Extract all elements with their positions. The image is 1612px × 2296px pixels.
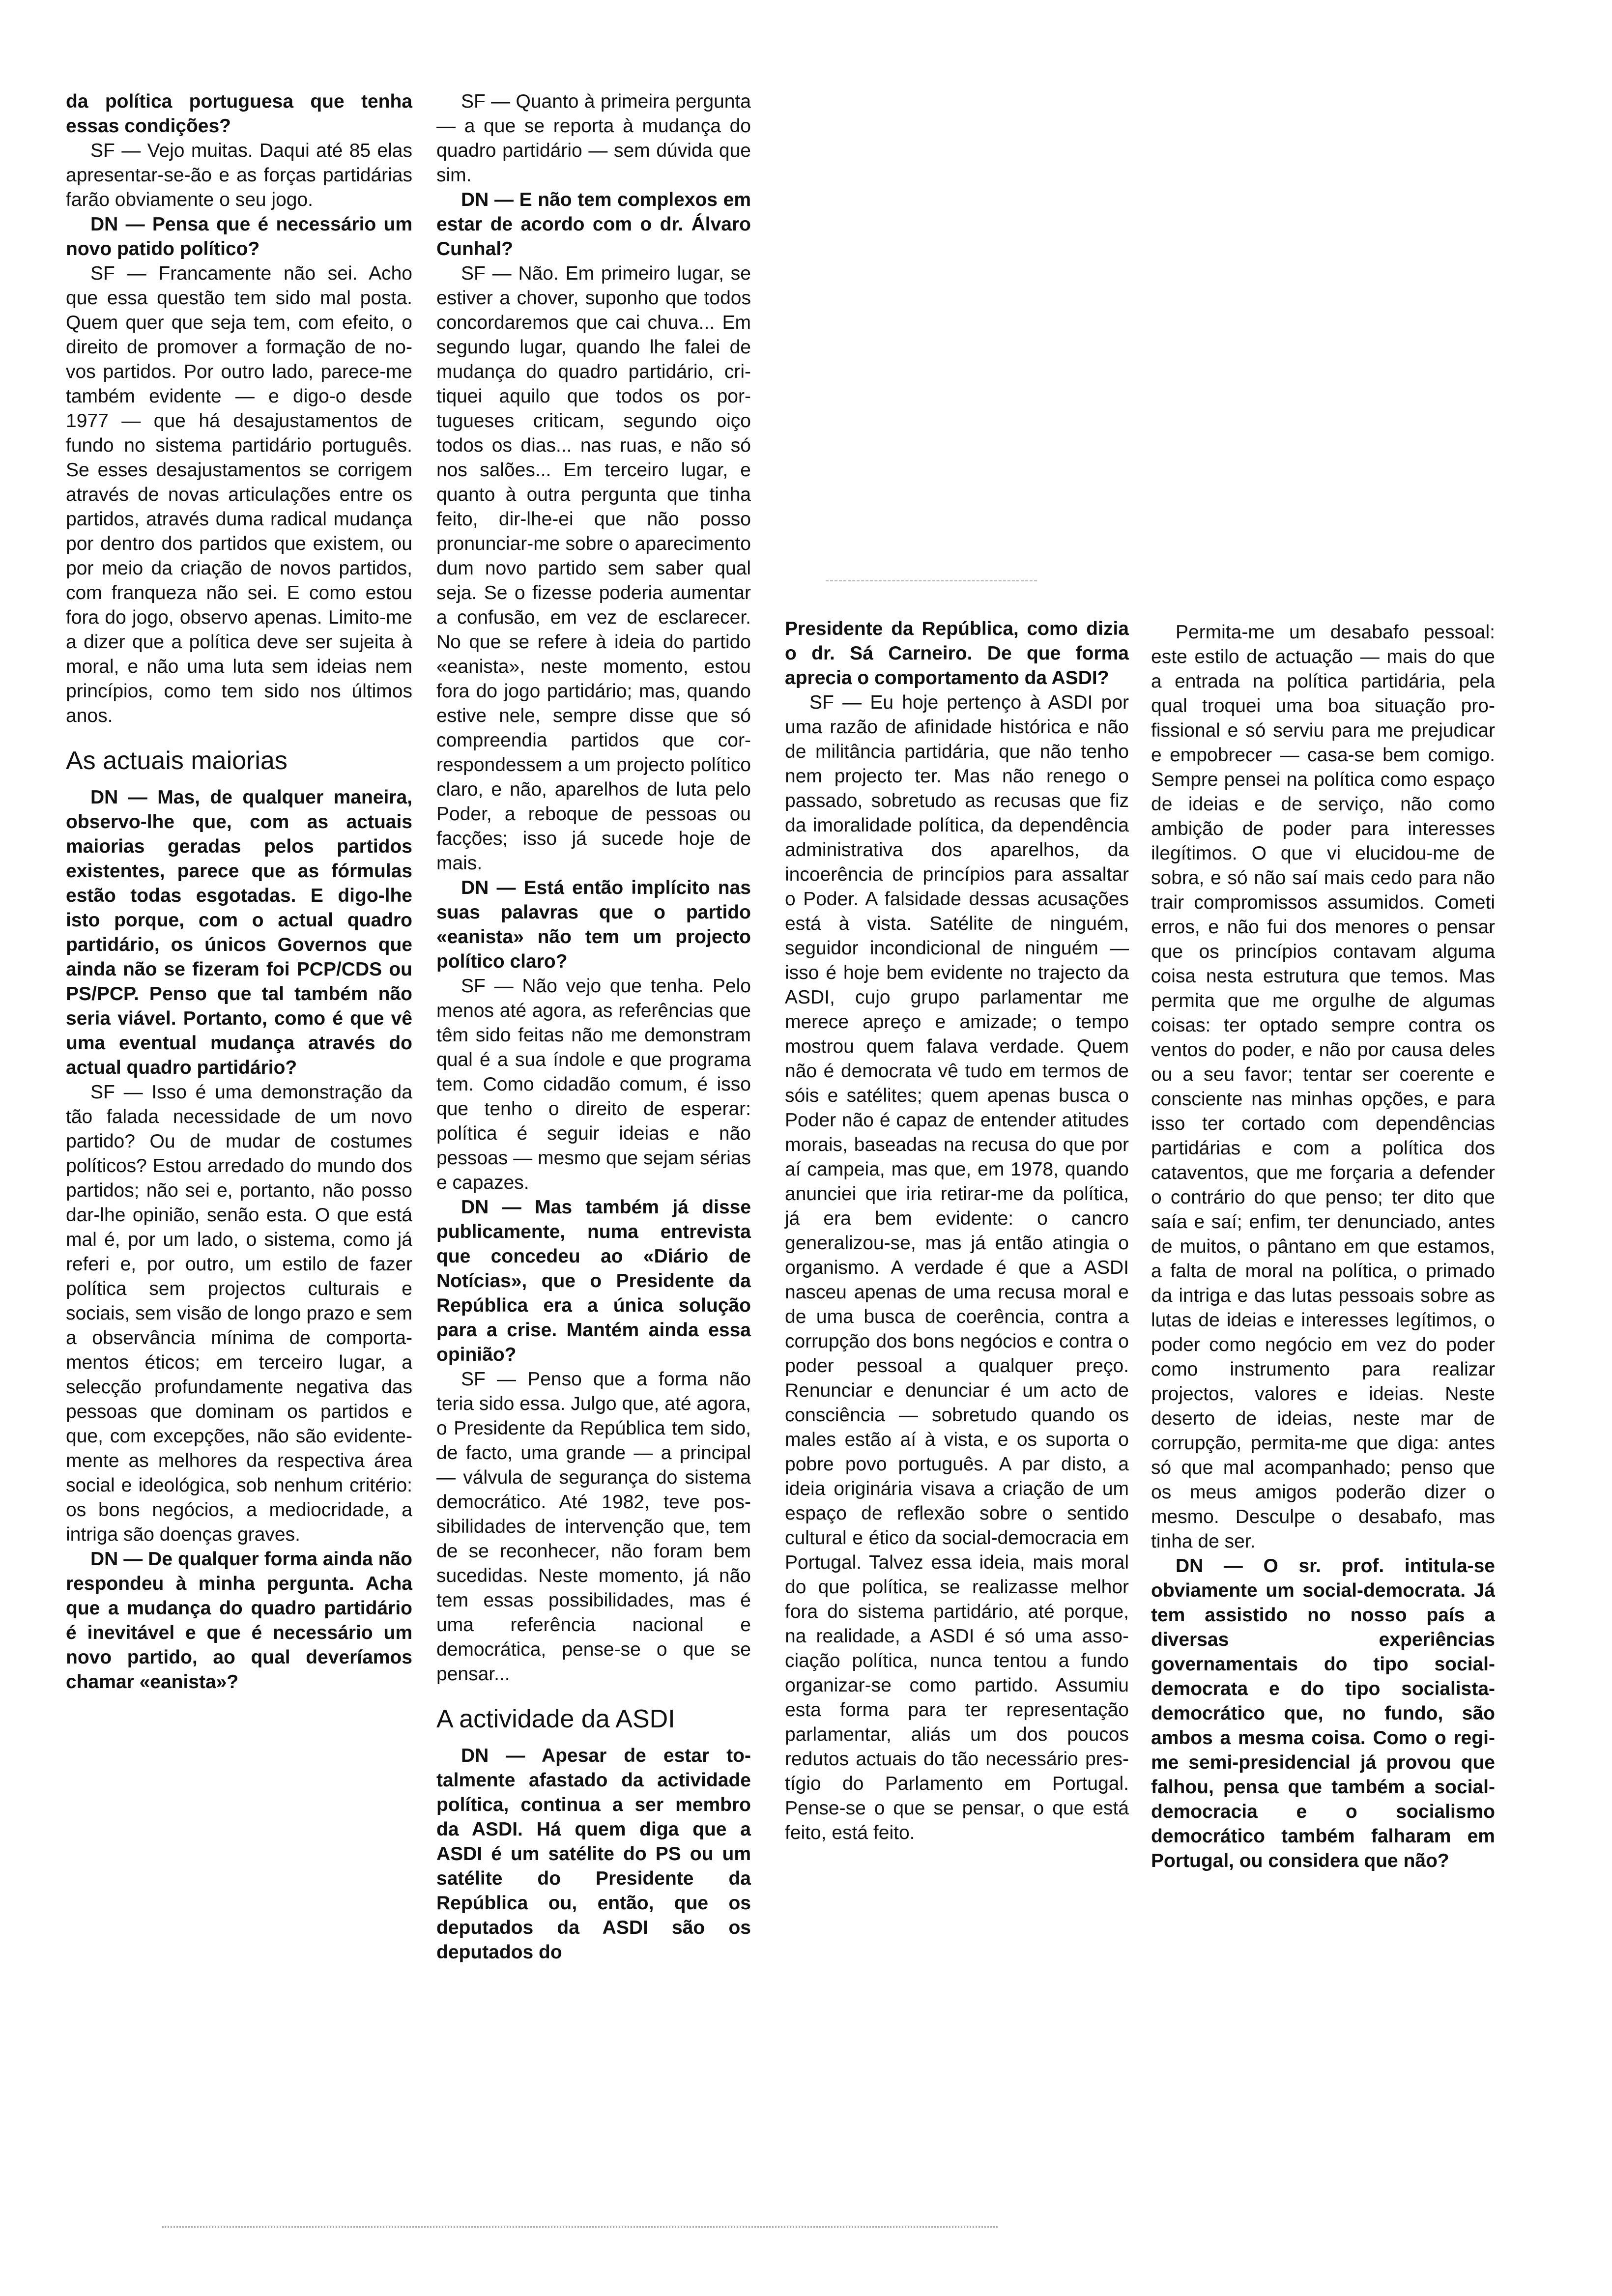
- article-column-1: [66, 89, 412, 1694]
- paragraph-text: Não vejo que tenha. Pelo menos até agora, as referências que têm sido feitas não me demonstram qual é a sua índole e que programa tem. Como cidadão comum, é isso que tenho o direito de esperar: política é seguir ideias e não pessoas — mesmo que sejam sérias e capazes.: [436, 976, 751, 1193]
- paragraph-text: Está então implícito nas suas palavras que o partido «eanista» não tem um projecto político claro?: [436, 877, 751, 972]
- interviewee-answer: [1151, 620, 1495, 1554]
- interviewer-question: [66, 89, 412, 139]
- speaker-label: SF —: [90, 1082, 152, 1103]
- interviewer-question: [66, 212, 412, 261]
- speaker-label: DN —: [90, 787, 158, 808]
- interviewer-question: [66, 785, 412, 1080]
- article-column-2: [436, 89, 751, 1965]
- paragraph-text: E não tem complexos em estar de acordo com o dr. Álvaro Cunhal?: [436, 189, 751, 259]
- paragraph-text: Presidente da República, como dizia o dr. Sá Carneiro. De que forma aprecia o comportamento da ASDI?: [785, 618, 1129, 689]
- speaker-label: DN —: [1176, 1555, 1264, 1577]
- paragraph-text: Não. Em primeiro lugar, se estiver a chover, suponho que todos concordaremos que cai chuva... Em segundo lugar, quando lhe falei de mudança do quadro partidário, critiquei aquilo que todos os portugueses criticam, segundo oiço todos os dias... nas ruas, e não só nos salões... Em terceiro lugar, e quanto à outra pergunta que tinha feito, dir-lhe-ei que não posso pronunciar-me sobre o aparecimento dum novo partido sem saber qual seja. Se o fizesse poderia aumentar a confusão, em vez de esclarecer. No que se refere à ideia do partido «eanista», neste momento, estou fora do jogo partidário; mas, quando estive nele, sempre disse que só compreendia partidos que correspondessem a um projecto político claro, e não, aparelhos de luta pelo Poder, a reboque de pessoas ou facções; isso já sucede hoje de mais.: [436, 263, 751, 874]
- paragraph-text: da política portuguesa que tenha essas condições?: [66, 91, 412, 137]
- paragraph-text: Penso que a forma não teria sido essa. Julgo que, até agora, o Presidente da República tem sido, de facto, uma grande — a principal — válvula de segurança do sistema democrático. Até 1982, teve possibilidades de intervenção que, tem de se reconhecer, não foram bem sucedidas. Neste momento, já não tem essas possibilidades, mas é uma referência nacional e democrática, pense-se o que se pensar...: [436, 1369, 751, 1685]
- paragraph-text: Apesar de estar totalmente afastado da actividade política, continua a ser membro da ASDI. Há quem diga que a ASDI é um satélite do PS ou um satélite do Presidente da República ou, então, que os deputados da ASDI são os deputados do: [436, 1745, 751, 1963]
- paragraph-text: Eu hoje pertenço à ASDI por uma razão de afinidade histórica e não de militância partidária, que não tenho nem projecto ter. Mas não renego o passado, sobretudo as recusas que fiz da imoralidade política, da dependência administrativa dos aparelhos, da incoerência de princípios para assaltar o Poder. A falsidade dessas acusações está à vista. Satélite de ninguém, seguidor incondicional de ninguém — isso é hoje bem evidente no trajecto da ASDI, cujo grupo parlamentar me merece apreço e amizade; o tempo mostrou quem falava verdade. Quem não é democrata vê tudo em termos de sóis e satélites; quem apenas busca o Poder não é capaz de entender atitudes morais, baseadas na recusa do que por aí campeia, mas que, em 1978, quando anunciei que iria retirar-me da política, já era bem evidente: o cancro generalizou-se, mas já então atingia o organismo. A verdade é que a ASDI nasceu apenas de uma recusa moral e de uma busca de coerência, contra a corrupção dos bons negócios e contra o poder pessoal a qualquer preço. Renunciar e denunciar é um acto de consciência — sobretudo quando os males estão aí à vista, e os suporta o pobre povo português. A par disto, a ideia originária visava a criação de um espaço de reflexão sobre o sentido cultural e ético da social-democracia em Portugal. Talvez essa ideia, mais moral do que política, se realizasse melhor fora do sistema partidário, até porque, na realidade, a ASDI é só uma associação política, nunca tentou a fundo organizar-se como partido. Assumiu esta forma para ter representação parlamentar, aliás um dos poucos redutos actuais do tão necessário prestígio do Parlamento em Portugal. Pense-se o que se pensar, o que está feito, está feito.: [785, 692, 1129, 1843]
- speaker-label: DN —: [461, 877, 524, 898]
- paragraph-text: Mas, de qualquer maneira, observo-lhe que, com as actuais maiorias geradas pelos partidos existentes, parece que as fórmulas estão todas esgotadas. E digo-lhe isto porque, com o actual quadro partidário, os únicos Governos que ainda não se fizeram foi PCP/CDS ou PS/PCP. Penso que tal também não seria viável. Portanto, como é que vê uma eventual mudança através do actual quadro partidário?: [66, 787, 413, 1078]
- section-heading: [436, 1703, 751, 1735]
- interviewer-question: [785, 617, 1129, 690]
- interviewee-answer: [436, 974, 751, 1195]
- speaker-label: SF —: [461, 976, 522, 997]
- interviewee-answer: [66, 1080, 412, 1547]
- paragraph-text: Vejo muitas. Daqui até 85 elas apresentar-se-ão e as forças partidárias farão obviamente o seu jogo.: [66, 140, 412, 210]
- speaker-label: DN —: [461, 1197, 535, 1218]
- interviewer-question: [1151, 1554, 1495, 1873]
- interviewer-question: [436, 1195, 751, 1367]
- article-column-3: [785, 617, 1129, 1845]
- speaker-label: SF —: [90, 263, 159, 284]
- speaker-label: DN —: [90, 214, 152, 235]
- paragraph-text: Permita-me um desabafo pessoal: este estilo de actuação — mais do que a entrada na política partidária, pela qual troquei uma boa situação profissional e só serviu para me prejudicar e empobrecer — casa-se bem comigo. Sempre pensei na política como espaço de ideias e de serviço, não como ambição de poder para interesses ilegítimos. O que vi elucidou-me de sobra, e só não saí mais cedo para não trair compromissos assumidos. Cometi erros, e não fui dos menores o pensar que os princípios contavam alguma coisa nesta estrutura que temos. Mas permita que me orgulhe de algumas coisas: ter optado sempre contra os ventos do poder, e não por causa deles ou a seu favor; tentar ser coerente e consciente nas minhas opções, e para isso ter cortado com dependências partidárias e com a política dos cataventos, que me forçaria a defender o contrário do que penso; ter dito que saía e saí; enfim, ter denunciado, antes de muitos, o pântano em que estamos, a falta de moral na política, o primado da intriga e das lutas pessoais sobre as lutas de ideias e interesses legítimos, o poder como negócio em vez do poder como instrumento para realizar projectos, valores e ideias. Neste deserto de ideias, neste mar de corrupção, permita-me que diga: antes só que mal acompanhado; penso que os meus amigos poderão dizer o mesmo. Desculpe o desabafo, mas tinha de ser.: [1151, 622, 1495, 1552]
- speaker-label: DN —: [461, 189, 519, 210]
- print-artifact: [162, 2226, 998, 2230]
- heading-text: As actuais maiorias: [66, 746, 288, 775]
- speaker-label: SF —: [461, 1369, 528, 1390]
- paragraph-text: De qualquer forma ainda não respondeu à minha pergunta. Acha que a mudança do quadro partidário é inevitável e que é necessário um novo partido, ao qual deveríamos chamar «eanista»?: [66, 1549, 412, 1693]
- interviewee-answer: [436, 1367, 751, 1687]
- paragraph-text: Quanto à primeira pergunta — a que se reporta à mudança do quadro partidário — sem dúvida que sim.: [436, 91, 751, 186]
- interviewer-question: [436, 1744, 751, 1965]
- interviewee-answer: [66, 261, 412, 728]
- speaker-label: DN —: [90, 1549, 148, 1570]
- interviewee-answer: [66, 139, 412, 212]
- paragraph-text: Isso é uma demonstração da tão falada necessidade de um novo partido? Ou de mudar de costumes políticos? Estou arredado do mundo dos partidos; não sei e, portanto, não posso dar-lhe opinião, senão esta. O que está mal é, por um lado, o sistema, como já referi e, por outro, um estilo de fazer política sem projectos culturais e sociais, sem visão de longo prazo e sem a observância mínima de comportamentos éticos; em terceiro lugar, a selecção profundamente negativa das pessoas que dominam os partidos e que, com excepções, não são evidentemente as melhores da respectiva área social e ideológica, sob nenhum critério: os bons negócios, a mediocridade, a intriga são doenças graves.: [66, 1082, 412, 1545]
- speaker-label: SF —: [461, 91, 516, 112]
- paragraph-text: Mas também já disse publicamente, numa entrevista que concedeu ao «Diário de Notícias», que o Presidente da República era a única solução para a crise. Mantém ainda essa opinião?: [436, 1197, 751, 1365]
- interviewer-question: [66, 1547, 412, 1694]
- paragraph-text: O sr. prof. intitula-se obviamente um social-democrata. Já tem assistido no nosso país a diversas experiências governamentais do tipo social-democrata e do tipo socialista-democrático que, no fundo, são ambos a mesma coisa. Como o regime semi-presidencial já provou que falhou, pensa que também a social-democracia e o socialismo democrático também falharam em Portugal, ou considera que não?: [1151, 1555, 1495, 1871]
- heading-text: A actividade da ASDI: [436, 1705, 675, 1733]
- speaker-label: SF —: [90, 140, 147, 161]
- speaker-label: DN —: [461, 1745, 542, 1766]
- speaker-label: SF —: [809, 692, 870, 713]
- article-column-4: [1151, 620, 1495, 1873]
- paragraph-text: Francamente não sei. Acho que essa questão tem sido mal posta. Quem quer que seja tem, com efeito, o direito de promover a formação de novos partidos. Por outro lado, parece-me também evidente — e digo-o desde 1977 — que há desajustamentos de fundo no sistema partidário português. Se esses desajustamentos se corrigem através de novas articulações entre os partidos, através duma radical mudança por dentro dos partidos que existem, ou por meio da criação de novos partidos, com franqueza não sei. E como estou fora do jogo, observo apenas. Limito-me a dizer que a política deve ser sujeita à moral, e não uma luta sem ideias nem princípios, como tem sido nos últimos anos.: [66, 263, 412, 726]
- interviewee-answer: [785, 690, 1129, 1845]
- interviewer-question: [436, 876, 751, 974]
- section-heading: [66, 745, 412, 776]
- interviewee-answer: [436, 261, 751, 876]
- speaker-label: SF —: [461, 263, 518, 284]
- interviewer-question: [436, 188, 751, 261]
- print-artifact: [826, 580, 1037, 585]
- paragraph-text: Pensa que é necessário um novo patido político?: [66, 214, 412, 259]
- interviewee-answer: [436, 89, 751, 188]
